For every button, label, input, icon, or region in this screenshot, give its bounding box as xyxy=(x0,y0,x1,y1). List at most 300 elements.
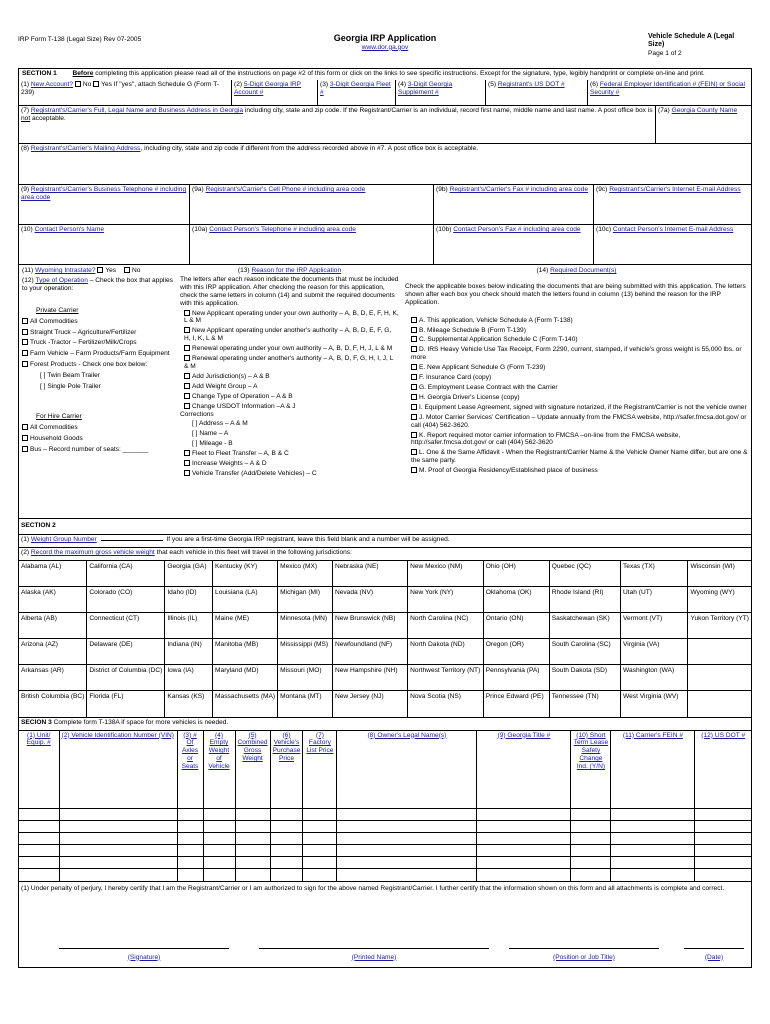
document-item-label: A. This application, Vehicle Schedule A (Form T-138) xyxy=(419,316,573,324)
jurisdiction-cell[interactable] xyxy=(688,691,751,717)
jurisdiction-row xyxy=(19,665,751,691)
jurisdiction-cell[interactable] xyxy=(688,639,751,665)
vehicle-cell[interactable] xyxy=(19,833,59,845)
document-item xyxy=(405,336,748,344)
jurisdiction-cell[interactable]: South Dakota (SD) xyxy=(549,665,620,691)
jurisdiction-cell[interactable]: New Jersey (NJ) xyxy=(332,691,407,717)
private-carrier-item-label: Truck -Tractor – Fertilizer/Milk/Crops xyxy=(30,339,137,347)
vehicle-column-header xyxy=(203,731,235,809)
jurisdiction-cell[interactable]: Massachusetts (MA) xyxy=(213,691,278,717)
signature-section xyxy=(19,881,751,967)
fleet-number-link[interactable]: 3-Digit Georgia Fleet # xyxy=(320,81,391,96)
contact-email-link[interactable]: Contact Person's Internet E-mail Address xyxy=(612,226,734,233)
reason-item-checkbox[interactable] xyxy=(184,327,190,333)
jurisdiction-cell[interactable]: Vermont (VT) xyxy=(621,613,688,639)
fein-link[interactable]: Federal Employer Identification # (FEIN) or Social Security # xyxy=(590,81,746,96)
vehicle-cell[interactable] xyxy=(303,821,337,833)
jurisdiction-cell[interactable]: Northwest Territory (NT) xyxy=(408,665,484,691)
weight-group-field[interactable]: (1) Weight Group Number If you are a first-time Georgia IRP registrant, leave this field blank and a number will be assigned. xyxy=(21,536,450,543)
reason-item-label: Renewal operating under another's authority – A, B, D, F, G, H, I, J, L & M xyxy=(184,355,394,370)
private-carrier-item-checkbox[interactable] xyxy=(22,329,28,335)
section1-row7 xyxy=(19,105,751,143)
vehicle-cell[interactable] xyxy=(611,833,695,845)
reason-item-checkbox[interactable] xyxy=(184,310,190,316)
contact-name-field[interactable]: (10) Contact Person's Name xyxy=(21,226,104,233)
jurisdiction-cell[interactable]: Washington (WA) xyxy=(621,665,688,691)
private-carrier-item-checkbox[interactable] xyxy=(22,339,28,345)
jurisdiction-cell[interactable]: Virginia (VA) xyxy=(621,639,688,665)
document-item-checkbox[interactable] xyxy=(411,467,417,473)
vehicle-cell[interactable] xyxy=(611,809,695,821)
us-dot-field[interactable]: (5) Registrant's US DOT # xyxy=(485,80,587,105)
document-item-label: G. Employment Lease Contract with the Carrier xyxy=(419,383,558,391)
jurisdiction-cell[interactable]: Missouri (MO) xyxy=(278,665,333,691)
document-item-label: J. Motor Carrier Services' Certification – Update annually from the FMCSA website, http://safer.fmcsa.dot.gov/ or call (404) 562-3620. xyxy=(411,413,747,429)
reason-link[interactable]: Reason for the IRP Application xyxy=(251,267,342,274)
form-header xyxy=(18,30,752,68)
section1-row1 xyxy=(19,80,751,105)
document-item-checkbox[interactable] xyxy=(411,449,417,455)
reason-item-label: Change Type of Operation – A & B xyxy=(192,392,293,400)
legal-name-field[interactable]: (7) Registrant's/Carrier's Full, Legal Name and Business Address in Georgia including city, state and zip code. If the Registrant/Carrier is an individual, record first name, middle name and last name. A post office box is not acceptable. xyxy=(21,107,653,122)
document-item-checkbox[interactable] xyxy=(411,432,417,438)
type-of-operation-link[interactable]: Type of Operation xyxy=(35,276,88,284)
for-hire-item-checkbox[interactable] xyxy=(22,446,28,452)
vehicle-cell[interactable] xyxy=(270,809,303,821)
jurisdiction-cell[interactable]: Mexico (MX) xyxy=(278,561,333,587)
vehicle-cell[interactable] xyxy=(270,869,303,881)
document-item-checkbox[interactable] xyxy=(411,404,417,410)
section2-header xyxy=(19,518,751,534)
reason-item-label: New Applicant operating under your own authority – A, B, D, E, F, H, K, L & M xyxy=(184,309,399,325)
fleet-number-field[interactable]: (3) 3-Digit Georgia Fleet # xyxy=(317,80,395,105)
vehicle-cell[interactable] xyxy=(177,857,203,869)
vehicle-cell[interactable] xyxy=(571,845,611,857)
private-carrier-item-checkbox[interactable] xyxy=(22,318,28,324)
for-hire-item xyxy=(22,446,174,454)
vehicle-cell[interactable] xyxy=(695,845,751,857)
jurisdiction-cell[interactable]: Arizona (AZ) xyxy=(19,639,87,665)
vehicle-cell[interactable] xyxy=(203,869,235,881)
email-field[interactable]: (9c) Registrant's/Carrier's Internet E-mail Address xyxy=(593,185,751,224)
jurisdiction-cell[interactable]: North Dakota (ND) xyxy=(408,639,484,665)
vehicle-column-header-label[interactable]: (3) # Of Axles or Seats xyxy=(181,731,199,771)
for-hire-item xyxy=(22,424,174,432)
vehicle-cell[interactable] xyxy=(235,845,270,857)
date-line[interactable] xyxy=(684,948,744,949)
jurisdiction-cell[interactable]: Quebec (QC) xyxy=(549,561,620,587)
vehicle-cell[interactable] xyxy=(695,857,751,869)
contact-email-field[interactable]: (10c) Contact Person's Internet E-mail Address xyxy=(593,225,751,264)
vehicle-cell[interactable] xyxy=(59,833,177,845)
position-label[interactable]: (Position or Job Title) xyxy=(553,953,615,961)
new-account-yes-checkbox[interactable] xyxy=(93,81,99,87)
jurisdiction-cell[interactable]: New Hampshire (NH) xyxy=(332,665,407,691)
documents-link[interactable]: Required Document(s) xyxy=(550,267,617,274)
contact-fax-field[interactable]: (10b) Contact Person's Fax # including area code xyxy=(433,225,593,264)
vehicle-cell[interactable] xyxy=(270,833,303,845)
vehicle-cell[interactable] xyxy=(611,821,695,833)
position-line[interactable] xyxy=(509,948,659,949)
form-id: IRP Form T-138 (Legal Size) Rev 07-2005 xyxy=(18,36,142,43)
reason-item-checkbox[interactable] xyxy=(184,373,190,379)
vehicle-cell[interactable] xyxy=(571,809,611,821)
vehicle-cell[interactable] xyxy=(59,857,177,869)
section1-label: SECTION 1 xyxy=(22,70,57,77)
us-dot-link[interactable]: Registrant's US DOT # xyxy=(497,81,565,88)
contact-phone-field[interactable]: (10a) Contact Person's Telephone # including area code xyxy=(189,225,433,264)
document-item-label: D. IRS Heavy Vehicle Use Tax Receipt, Form 2290, current, stamped, if vehicle's gross weight is 55,000 lbs. or more xyxy=(411,346,742,362)
vehicle-cell[interactable] xyxy=(695,821,751,833)
email-link[interactable]: Registrant's/Carrier's Internet E-mail Address xyxy=(609,186,741,193)
vehicle-cell[interactable] xyxy=(337,857,477,869)
county-field[interactable]: (7a) Georgia County Name xyxy=(655,106,751,143)
vehicle-column-header-label[interactable]: (7) Factory List Price xyxy=(306,731,334,755)
jurisdiction-cell[interactable]: Alaska (AK) xyxy=(19,587,87,613)
vehicle-cell[interactable] xyxy=(477,869,571,881)
vehicle-cell[interactable] xyxy=(337,809,477,821)
form-body xyxy=(18,68,752,968)
vehicle-cell[interactable] xyxy=(203,833,235,845)
vehicle-cell[interactable] xyxy=(235,821,270,833)
document-item-checkbox[interactable] xyxy=(411,336,417,342)
fein-field[interactable]: (6) Federal Employer Identification # (FEIN) or Social Security # xyxy=(587,80,751,105)
jurisdiction-cell[interactable]: Kentucky (KY) xyxy=(213,561,278,587)
jurisdiction-cell[interactable]: Texas (TX) xyxy=(621,561,688,587)
vehicle-row xyxy=(19,821,751,833)
cell-phone-link[interactable]: Registrant's/Carrier's Cell Phone # including area code xyxy=(205,186,366,193)
jurisdiction-cell[interactable]: Nebraska (NE) xyxy=(332,561,407,587)
jurisdiction-cell[interactable]: Ontario (ON) xyxy=(483,613,549,639)
private-carrier-item xyxy=(22,329,174,337)
vehicle-table xyxy=(19,731,751,881)
fax-field[interactable]: (9b) Registrant's/Carrier's Fax # including area code xyxy=(433,185,593,224)
contact-fax-link[interactable]: Contact Person's Fax # including area code xyxy=(453,226,581,233)
fax-link[interactable]: Registrant's/Carrier's Fax # including area code xyxy=(449,186,589,193)
vehicle-cell[interactable] xyxy=(19,809,59,821)
vehicle-column-header-label[interactable]: (8) Owner's Legal Name(s) xyxy=(367,731,447,739)
vehicle-column-header-label[interactable]: (5) Combined Gross Weight xyxy=(237,731,268,763)
reason-item xyxy=(180,327,399,343)
reason-item-checkbox[interactable] xyxy=(184,460,190,466)
vehicle-cell[interactable] xyxy=(177,821,203,833)
legal-name-link[interactable]: Registrant's/Carrier's Full, Legal Name and Business Address in Georgia xyxy=(30,107,244,114)
vehicle-cell[interactable] xyxy=(235,857,270,869)
jurisdiction-cell[interactable]: New Brunswick (NB) xyxy=(332,613,407,639)
vehicle-cell[interactable] xyxy=(477,845,571,857)
printed-name-line[interactable] xyxy=(259,948,489,949)
vehicle-column-header-label[interactable]: (11) Carrier's FEIN # xyxy=(622,731,683,739)
type-of-operation: (12) Type of Operation – Check the box that applies to your operation: xyxy=(22,276,173,292)
jurisdiction-cell[interactable]: South Carolina (SC) xyxy=(549,639,620,665)
vehicle-cell[interactable] xyxy=(203,821,235,833)
vehicle-cell[interactable] xyxy=(59,869,177,881)
jurisdiction-cell[interactable]: Mississippi (MS) xyxy=(278,639,333,665)
new-account-no-checkbox[interactable] xyxy=(75,81,81,87)
vehicle-cell[interactable] xyxy=(270,857,303,869)
jurisdiction-cell[interactable]: Georgia (GA) xyxy=(165,561,213,587)
max-weight-link[interactable]: Record the maximum gross vehicle weight xyxy=(30,549,155,556)
reason-item xyxy=(180,310,399,326)
vehicle-cell[interactable] xyxy=(59,809,177,821)
reason-item xyxy=(180,470,399,478)
documents-title: (14) Required Document(s) xyxy=(536,267,617,274)
corrections-label: Corrections xyxy=(180,410,214,418)
vehicle-cell[interactable] xyxy=(203,809,235,821)
document-item-label: C. Supplemental Application Schedule C (Form T-140) xyxy=(419,336,578,344)
form-title: Georgia IRP Application xyxy=(333,33,437,43)
cell-phone-field[interactable]: (9a) Registrant's/Carrier's Cell Phone # including area code xyxy=(189,185,433,224)
vehicle-cell[interactable] xyxy=(59,821,177,833)
wyoming-link[interactable]: Wyoming Intrastate? xyxy=(35,267,96,274)
for-hire-item-checkbox[interactable] xyxy=(22,424,28,430)
printed-name-label[interactable]: (Printed Name) xyxy=(351,953,397,961)
vehicle-cell[interactable] xyxy=(571,833,611,845)
document-item xyxy=(405,404,748,412)
vehicle-cell[interactable] xyxy=(203,857,235,869)
document-item xyxy=(405,317,748,325)
business-phone-link[interactable]: Registrant's/Carrier's Business Telephone # including area code xyxy=(21,186,187,201)
jurisdiction-cell[interactable]: Louisiana (LA) xyxy=(213,587,278,613)
vehicle-cell[interactable] xyxy=(303,869,337,881)
contact-name-link[interactable]: Contact Person's Name xyxy=(34,226,104,233)
mailing-address-field[interactable]: (8) Registrant's/Carrier's Mailing Address, including city, state and zip code if different from the address recorded above in #7. A post office box is acceptable. xyxy=(21,145,479,152)
website-link[interactable]: www.dor.ga.gov xyxy=(361,43,409,51)
vehicle-cell[interactable] xyxy=(303,809,337,821)
weight-group-input[interactable] xyxy=(101,540,163,541)
vehicle-column-header xyxy=(695,731,751,809)
document-item-checkbox[interactable] xyxy=(411,364,417,370)
vehicle-cell[interactable] xyxy=(611,869,695,881)
jurisdiction-cell[interactable]: Alabama (AL) xyxy=(19,561,87,587)
jurisdiction-cell[interactable]: Wisconsin (WI) xyxy=(688,561,751,587)
jurisdiction-cell[interactable]: New York (NY) xyxy=(408,587,484,613)
vehicle-cell[interactable] xyxy=(177,845,203,857)
supplement-number-field[interactable]: (4) 3-Digit Georgia Supplement # xyxy=(395,80,485,105)
jurisdiction-cell[interactable]: Kansas (KS) xyxy=(165,691,213,717)
jurisdiction-cell[interactable]: Ohio (OH) xyxy=(483,561,549,587)
document-item-checkbox[interactable] xyxy=(411,317,417,323)
vehicle-cell[interactable] xyxy=(235,869,270,881)
document-item-label: B. Mileage Schedule B (Form T-139) xyxy=(419,326,526,334)
document-item-checkbox[interactable] xyxy=(411,394,417,400)
section3-header xyxy=(19,717,751,730)
jurisdiction-cell[interactable]: Tennessee (TN) xyxy=(549,691,620,717)
max-weight-row xyxy=(19,547,751,560)
vehicle-cell[interactable] xyxy=(235,833,270,845)
jurisdiction-cell[interactable]: Nevada (NV) xyxy=(332,587,407,613)
vehicle-cell[interactable] xyxy=(337,833,477,845)
jurisdiction-cell[interactable]: Maine (ME) xyxy=(213,613,278,639)
private-carrier-item xyxy=(22,318,174,326)
for-hire-item-checkbox[interactable] xyxy=(22,435,28,441)
irp-account-field[interactable]: (2) 5-Digit Georgia IRP Account # xyxy=(231,80,317,105)
corrections-list xyxy=(180,420,399,448)
vehicle-cell[interactable] xyxy=(177,809,203,821)
jurisdiction-cell[interactable]: New Mexico (NM) xyxy=(408,561,484,587)
jurisdiction-cell[interactable]: Alberta (AB) xyxy=(19,613,87,639)
jurisdiction-cell[interactable]: Florida (FL) xyxy=(87,691,165,717)
business-phone-field[interactable]: (9) Registrant's/Carrier's Business Telephone # including area code xyxy=(21,186,187,201)
reason-item-checkbox[interactable] xyxy=(184,383,190,389)
signature-label[interactable]: (Signature) xyxy=(127,953,161,961)
vehicle-cell[interactable] xyxy=(59,845,177,857)
vehicle-cell[interactable] xyxy=(695,869,751,881)
operation-type-column xyxy=(19,265,177,518)
vehicle-column-header-label[interactable]: (4) Empty Weight of Vehicle xyxy=(208,731,230,771)
section1-header xyxy=(19,69,751,80)
vehicle-cell[interactable] xyxy=(337,869,477,881)
document-item-checkbox[interactable] xyxy=(411,346,417,352)
weight-group-link[interactable]: Weight Group Number xyxy=(30,536,97,543)
vehicle-cell[interactable] xyxy=(477,857,571,869)
new-account-note: If "yes", attach Schedule G (Form T-239) xyxy=(21,81,220,96)
vehicle-cell[interactable] xyxy=(695,809,751,821)
vehicle-column-header xyxy=(19,731,59,809)
vehicle-cell[interactable] xyxy=(477,821,571,833)
max-weight-instructions: (2) Record the maximum gross vehicle weight that each vehicle in this fleet will travel in the following jurisdictions: xyxy=(21,549,352,556)
vehicle-column-header-label[interactable]: (1) Unit/ Equip. # xyxy=(26,731,51,747)
vehicle-cell[interactable] xyxy=(303,845,337,857)
vehicle-cell[interactable] xyxy=(203,845,235,857)
vehicle-cell[interactable] xyxy=(571,869,611,881)
jurisdiction-cell[interactable]: Maryland (MD) xyxy=(213,665,278,691)
jurisdiction-cell[interactable]: Rhode Island (RI) xyxy=(549,587,620,613)
reason-item xyxy=(180,355,399,371)
private-carrier-item-label: Straight Truck – Agriculture/Fertilizer xyxy=(30,328,137,336)
private-carrier-item xyxy=(22,361,174,369)
vehicle-column-header-label[interactable]: (9) Georgia Title # xyxy=(497,731,551,739)
vehicle-cell[interactable] xyxy=(477,833,571,845)
vehicle-column-header-label[interactable]: (6) Vehicle's Purchase Price xyxy=(272,731,301,763)
vehicle-cell[interactable] xyxy=(270,845,303,857)
vehicle-cell[interactable] xyxy=(177,833,203,845)
vehicle-cell[interactable] xyxy=(303,857,337,869)
forest-option-label: [ ] Twin Beam Trailer xyxy=(40,372,100,380)
jurisdiction-cell[interactable]: Arkansas (AR) xyxy=(19,665,87,691)
jurisdiction-cell[interactable]: Newfoundland (NF) xyxy=(332,639,407,665)
vehicle-cell[interactable] xyxy=(19,821,59,833)
vehicle-cell[interactable] xyxy=(571,821,611,833)
vehicle-cell[interactable] xyxy=(337,821,477,833)
reason-item-checkbox[interactable] xyxy=(184,470,190,476)
private-carrier-item-checkbox[interactable] xyxy=(22,350,28,356)
vehicle-cell[interactable] xyxy=(303,833,337,845)
vehicle-cell[interactable] xyxy=(235,809,270,821)
reason-item-checkbox[interactable] xyxy=(184,450,190,456)
wyoming-no-checkbox[interactable] xyxy=(124,267,130,273)
section3-text: Complete form T-138A if space for more vehicles is needed. xyxy=(51,718,229,726)
jurisdiction-cell[interactable]: Connecticut (CT) xyxy=(87,613,165,639)
reason-item-checkbox[interactable] xyxy=(184,355,190,361)
jurisdiction-cell[interactable]: Iowa (IA) xyxy=(165,665,213,691)
correction-item xyxy=(192,440,399,448)
reason-item xyxy=(180,450,399,458)
jurisdiction-cell[interactable]: Michigan (MI) xyxy=(278,587,333,613)
supplement-number-link[interactable]: 3-Digit Georgia Supplement # xyxy=(398,81,453,96)
document-item-checkbox[interactable] xyxy=(411,414,417,420)
document-item xyxy=(405,414,748,430)
vehicle-column-header xyxy=(177,731,203,809)
reason-column xyxy=(177,265,402,518)
jurisdiction-cell[interactable]: Delaware (DE) xyxy=(87,639,165,665)
vehicle-cell[interactable] xyxy=(571,857,611,869)
vehicle-cell[interactable] xyxy=(611,845,695,857)
jurisdiction-cell[interactable]: Illinois (IL) xyxy=(165,613,213,639)
jurisdiction-cell[interactable]: Saskatchewan (SK) xyxy=(549,613,620,639)
jurisdiction-cell[interactable]: Wyoming (WY) xyxy=(688,587,751,613)
jurisdiction-cell[interactable]: British Columbia (BC) xyxy=(19,691,87,717)
correction-item-label: [ ] Mileage - B xyxy=(192,440,233,448)
document-item xyxy=(405,374,748,382)
jurisdiction-cell[interactable]: Montana (MT) xyxy=(278,691,333,717)
jurisdiction-cell[interactable]: Oklahoma (OK) xyxy=(483,587,549,613)
vehicle-column-header-label[interactable]: (12) US DOT # xyxy=(701,731,746,739)
jurisdiction-cell[interactable]: Minnesota (MN) xyxy=(278,613,333,639)
jurisdiction-cell[interactable]: Utah (UT) xyxy=(621,587,688,613)
vehicle-cell[interactable] xyxy=(19,845,59,857)
document-item-checkbox[interactable] xyxy=(411,327,417,333)
jurisdiction-row xyxy=(19,639,751,665)
vehicle-cell[interactable] xyxy=(19,869,59,881)
jurisdiction-cell[interactable]: California (CA) xyxy=(87,561,165,587)
document-item-checkbox[interactable] xyxy=(411,384,417,390)
reason-item xyxy=(180,373,399,381)
wyoming-yes-checkbox[interactable] xyxy=(97,267,103,273)
signature-line[interactable] xyxy=(59,948,229,949)
forest-option xyxy=(40,372,174,380)
new-account-link[interactable]: New Account? xyxy=(30,81,74,88)
reason-item-checkbox[interactable] xyxy=(184,403,190,409)
private-carrier-item-label: All Commodities xyxy=(30,317,78,325)
jurisdiction-cell[interactable]: Yukon Territory (YT) xyxy=(688,613,751,639)
vehicle-cell[interactable] xyxy=(337,845,477,857)
section1-columns xyxy=(19,264,751,518)
vehicle-column-header-label[interactable]: (2) Vehicle Identification Number (VIN) xyxy=(61,731,175,739)
private-carrier-item-label: Forest Products - Check one box below: xyxy=(30,361,148,369)
jurisdiction-cell[interactable]: Colorado (CO) xyxy=(87,587,165,613)
vehicle-cell[interactable] xyxy=(270,821,303,833)
jurisdiction-cell[interactable]: Idaho (ID) xyxy=(165,587,213,613)
vehicle-cell[interactable] xyxy=(695,833,751,845)
mailing-address-link[interactable]: Registrant's/Carrier's Mailing Address xyxy=(30,145,141,152)
jurisdiction-cell[interactable]: Manitoba (MB) xyxy=(213,639,278,665)
jurisdiction-cell[interactable]: North Carolina (NC) xyxy=(408,613,484,639)
jurisdiction-cell[interactable] xyxy=(688,665,751,691)
jurisdiction-cell[interactable]: Prince Edward (PE) xyxy=(483,691,549,717)
vehicle-cell[interactable] xyxy=(19,857,59,869)
new-account-field: (1) New Account? No Yes If "yes", attach Schedule G (Form T-239) xyxy=(21,81,220,96)
date-label[interactable]: (Date) xyxy=(704,953,724,961)
vehicle-cell[interactable] xyxy=(477,809,571,821)
document-item-checkbox[interactable] xyxy=(411,374,417,380)
jurisdiction-cell[interactable]: Oregon (OR) xyxy=(483,639,549,665)
jurisdiction-cell[interactable]: West Virginia (WV) xyxy=(621,691,688,717)
vehicle-cell[interactable] xyxy=(611,857,695,869)
contact-phone-link[interactable]: Contact Person's Telephone # including area code xyxy=(209,226,356,233)
vehicle-column-header-label[interactable]: (10) Short Term Lease Safety Change Ind. (Y/N) xyxy=(573,731,609,771)
reason-item-checkbox[interactable] xyxy=(184,345,190,351)
vehicle-cell[interactable] xyxy=(177,869,203,881)
jurisdiction-cell[interactable]: District of Columbia (DC) xyxy=(87,665,165,691)
jurisdiction-cell[interactable]: Indiana (IN) xyxy=(165,639,213,665)
private-carrier-item-checkbox[interactable] xyxy=(22,361,28,367)
reason-item-checkbox[interactable] xyxy=(184,393,190,399)
county-link[interactable]: Georgia County Name xyxy=(671,107,738,114)
jurisdiction-cell[interactable]: Pennsylvania (PA) xyxy=(483,665,549,691)
irp-account-link[interactable]: 5-Digit Georgia IRP Account # xyxy=(234,81,302,96)
jurisdiction-cell[interactable]: Nova Scotia (NS) xyxy=(408,691,484,717)
